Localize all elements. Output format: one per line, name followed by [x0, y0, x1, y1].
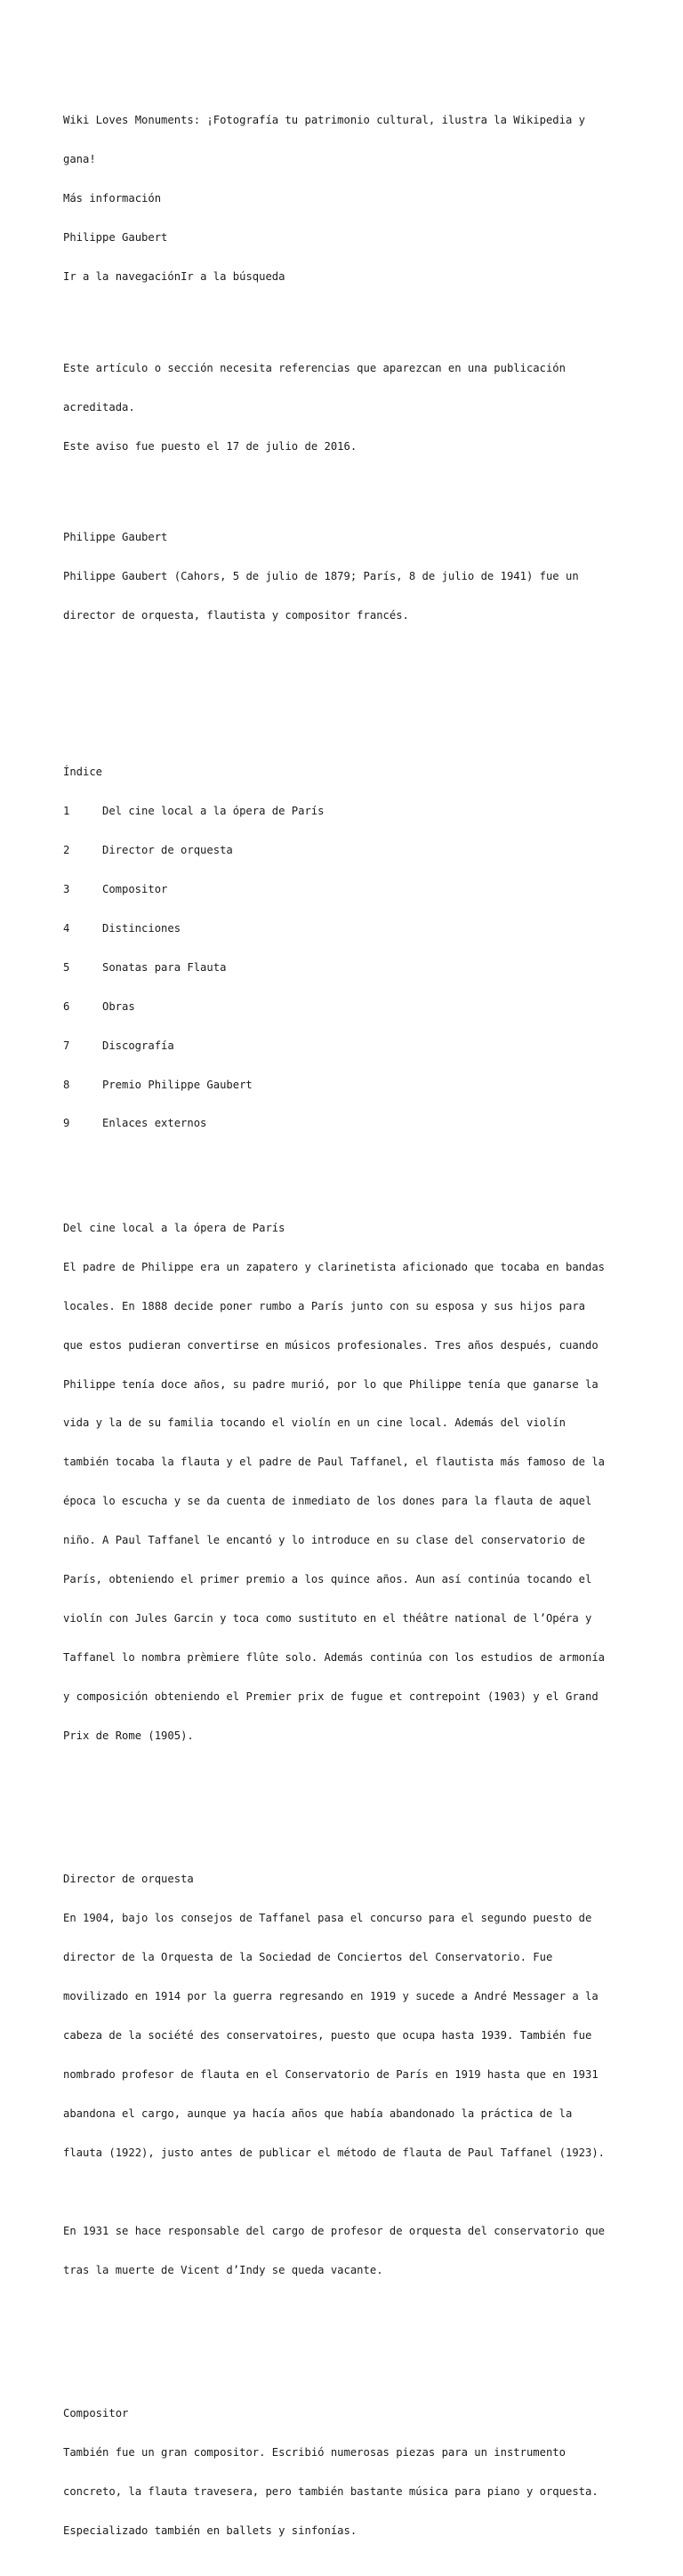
toc-label[interactable]: Distinciones: [102, 921, 181, 935]
paragraph-line: concreto, la flauta travesera, pero también bastante música para piano y orquesta.: [63, 2484, 599, 2498]
section-heading: Compositor: [63, 2407, 129, 2420]
intro-line: Philippe Gaubert (Cahors, 5 de julio de 1879; París, 8 de julio de 1941) fue un: [63, 570, 579, 583]
toc-number: 6: [63, 999, 70, 1013]
paragraph-line: abandona el cargo, aunque ya hacía años que había abandonado la práctica de la: [63, 2107, 573, 2120]
toc-title: Índice: [63, 765, 103, 778]
table-of-contents: [63, 740, 632, 1157]
toc-label[interactable]: Director de orquesta: [102, 843, 233, 856]
notice-line-1: Este artículo o sección necesita referencias que aparezcan en una publicación: [63, 361, 566, 374]
paragraph-line: Philippe tenía doce años, su padre murió, por lo que Philippe tenía que ganarse la: [63, 1377, 599, 1391]
paragraph-line: Especializado también en ballets y sinfonías.: [63, 2524, 358, 2537]
toc-number: 2: [63, 843, 70, 856]
toc-number: 8: [63, 1078, 70, 1091]
notice-line-2: acreditada.: [63, 400, 135, 413]
paragraph-line: director de la Orquesta de la Sociedad de Conciertos del Conservatorio. Fue: [63, 1951, 553, 1964]
paragraph-line: París, obteniendo el primer premio a los quince años. Aun así continúa tocando el: [63, 1573, 592, 1586]
toc-item[interactable]: [63, 961, 632, 975]
toc-number: 4: [63, 921, 70, 935]
toc-number: 3: [63, 882, 70, 895]
toc-label[interactable]: Enlaces externos: [102, 1117, 207, 1130]
paragraph-line: Taffanel lo nombra prèmiere flûte solo. Además continúa con los estudios de armonía: [63, 1651, 606, 1665]
toc-label[interactable]: Premio Philippe Gaubert: [102, 1078, 253, 1091]
spacer: [63, 2186, 632, 2199]
paragraph-line: flauta (1922), justo antes de publicar el método de flauta de Paul Taffanel (1923).: [63, 2146, 606, 2159]
paragraph-line: nombrado profesor de flauta en el Conservatorio de París en 1919 hasta que en 1931: [63, 2068, 599, 2082]
section-compositor: [63, 2381, 632, 2564]
skip-links[interactable]: Ir a la navegaciónIr a la búsqueda: [63, 270, 285, 284]
paragraph-line: Prix de Rome (1905).: [63, 1729, 194, 1743]
section-cine-local: [63, 1195, 632, 1769]
paragraph-line: vida y la de su familia tocando el violín en un cine local. Además del violín: [63, 1416, 566, 1430]
paragraph-line: cabeza de la société des conservatoires, puesto que ocupa hasta 1939. También fue: [63, 2029, 592, 2042]
toc-item[interactable]: [63, 805, 632, 818]
toc-number: 5: [63, 960, 70, 974]
paragraph-line: En 1931 se hace responsable del cargo de profesor de orquesta del conservatorio que: [63, 2224, 606, 2237]
toc-label[interactable]: Compositor: [102, 882, 168, 895]
paragraph-line: y composición obteniendo el Premier prix de fugue et contrepoint (1903) y el Grand: [63, 1690, 599, 1704]
toc-number: 1: [63, 804, 70, 817]
paragraph-line: época lo escucha y se da cuenta de inmediato de los dones para la flauta de aquel: [63, 1495, 592, 1508]
paragraph-line: violín con Jules Garcin y toca como sustituto en el théâtre national de l’Opéra y: [63, 1612, 592, 1625]
intro-heading: Philippe Gaubert: [63, 531, 168, 544]
paragraph-line: movilizado en 1914 por la guerra regresando en 1919 y sucede a André Messager a la: [63, 1990, 599, 2003]
paragraph-line: El padre de Philippe era un zapatero y clarinetista aficionado que tocaba en bandas: [63, 1260, 606, 1273]
toc-item[interactable]: [63, 1117, 632, 1130]
spacer: [63, 309, 632, 323]
spacer: [63, 1794, 632, 1808]
toc-label[interactable]: Sonatas para Flauta: [102, 960, 227, 974]
toc-number: 7: [63, 1039, 70, 1052]
intro-line: director de orquesta, flautista y compositor francés.: [63, 609, 409, 622]
toc-item[interactable]: [63, 844, 632, 857]
toc-item[interactable]: [63, 1039, 632, 1053]
spacer: [63, 2329, 632, 2342]
spacer: [63, 479, 632, 493]
more-info-link[interactable]: Más información: [63, 192, 162, 205]
toc-item[interactable]: [63, 1000, 632, 1014]
toc-item[interactable]: [63, 922, 632, 935]
toc-number: 9: [63, 1117, 70, 1130]
banner-line-2: gana!: [63, 153, 96, 166]
paragraph-line: que estos pudieran convertirse en músicos profesionales. Tres años después, cuando: [63, 1338, 599, 1352]
toc-label[interactable]: Del cine local a la ópera de París: [102, 804, 325, 817]
paragraph-line: En 1904, bajo los consejos de Taffanel pasa el concurso para el segundo puesto de: [63, 1912, 592, 1925]
spacer: [63, 648, 632, 662]
paragraph-line: locales. En 1888 decide poner rumbo a París junto con su esposa y sus hijos para: [63, 1299, 585, 1312]
section-director: [63, 1847, 632, 2303]
toc-item[interactable]: [63, 1079, 632, 1092]
toc-label[interactable]: Discografía: [102, 1039, 174, 1052]
spacer: [63, 687, 632, 701]
section-heading: Director de orquesta: [63, 1873, 194, 1886]
paragraph-line: tras la muerte de Vicent d’Indy se queda vacante.: [63, 2263, 383, 2276]
article-page: [63, 88, 632, 2576]
page-title: Philippe Gaubert: [63, 231, 168, 245]
banner-line-1: Wiki Loves Monuments: ¡Fotografía tu patrimonio cultural, ilustra la Wikipedia y: [63, 114, 585, 127]
section-heading: Del cine local a la ópera de París: [63, 1221, 285, 1234]
toc-label[interactable]: Obras: [102, 999, 135, 1013]
paragraph-line: También fue un gran compositor. Escribió numerosas piezas para un instrumento: [63, 2445, 566, 2459]
paragraph-line: también tocaba la flauta y el padre de Paul Taffanel, el flautista más famoso de la: [63, 1456, 606, 1469]
toc-item[interactable]: [63, 883, 632, 896]
notice-line-3: Este aviso fue puesto el 17 de julio de 2016.: [63, 439, 358, 453]
paragraph-line: niño. A Paul Taffanel le encantó y lo introduce en su clase del conservatorio de: [63, 1534, 585, 1547]
